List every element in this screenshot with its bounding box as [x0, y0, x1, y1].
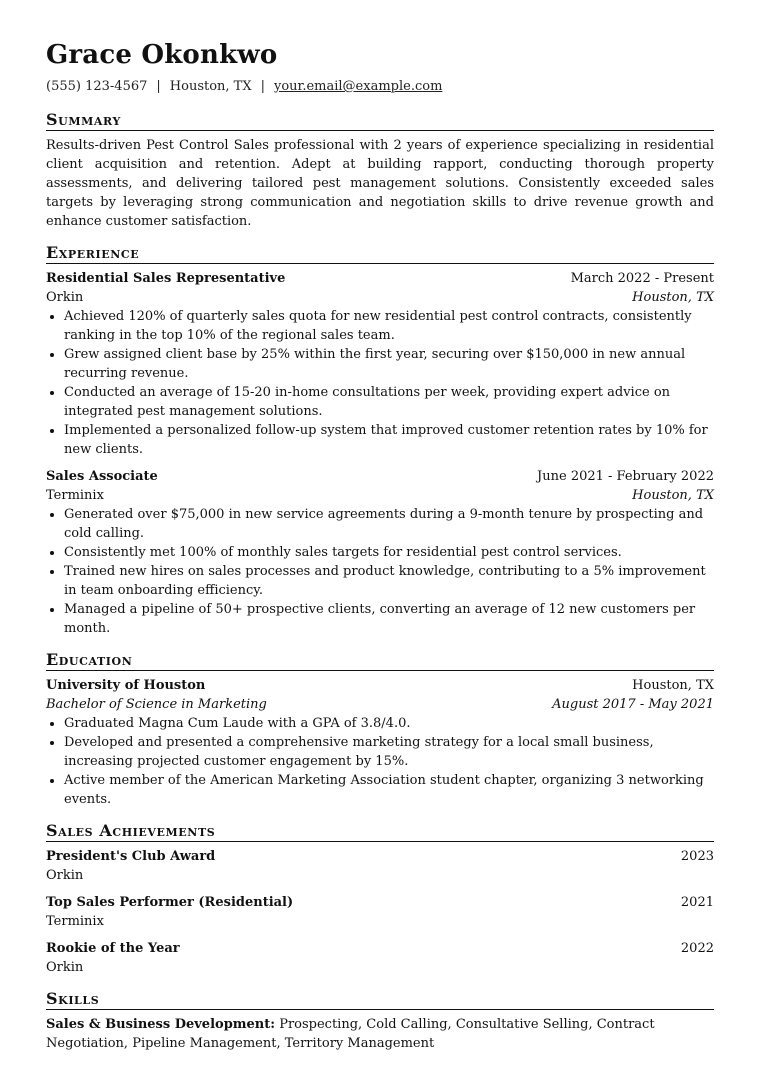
contact-separator: | — [156, 79, 161, 94]
achievement-title: President's Club Award — [46, 849, 216, 864]
bullet-item: • Generated over $75,000 in new service agreements during a 9-month tenure by prospecting and cold calling. — [64, 505, 714, 543]
bullet-item: • Consistently met 100% of monthly sales targets for residential pest control services. — [64, 543, 714, 562]
school-location: Houston, TX — [632, 678, 714, 693]
bullet-item: • Trained new hires on sales processes and product knowledge, contributing to a 5% improvement in team onboarding efficiency. — [64, 562, 714, 600]
job-bullets — [46, 505, 714, 638]
achievement-title: Rookie of the Year — [46, 941, 180, 956]
achievement-entry — [46, 893, 714, 931]
job-company: Orkin — [46, 290, 84, 305]
achievements-section — [46, 821, 714, 977]
achievement-org: Terminix — [46, 914, 104, 929]
job-location: Houston, TX — [632, 290, 714, 305]
resume-content — [46, 40, 714, 1053]
job-dates: June 2021 - February 2022 — [537, 469, 714, 484]
education-bullets — [46, 714, 714, 809]
skills-line — [46, 1015, 714, 1053]
contact-phone: (555) 123-4567 — [46, 79, 148, 94]
degree: Bachelor of Science in Marketing — [46, 697, 267, 712]
contact-location: Houston, TX — [169, 79, 252, 94]
achievement-title: Top Sales Performer (Residential) — [46, 895, 294, 910]
education-section — [46, 650, 714, 809]
skills-section — [46, 989, 714, 1053]
contact-email-link[interactable]: your.email@example.com — [274, 79, 443, 94]
achievement-year: 2022 — [680, 941, 714, 956]
skills-category-label: Sales & Business Development: — [46, 1017, 276, 1032]
summary-text: Results-driven Pest Control Sales professional with 2 years of experience specializing in residential client acquisition and retention. Adept at building rapport, conducting thorough property assessments, and delivering tailored pest management solutions. Consistently exceeded sales targets by leveraging strong communication and negotiation skills to drive revenue growth and enhance customer satisfaction. — [46, 138, 714, 229]
section-heading-summary: Summary — [46, 110, 121, 129]
experience-entry — [46, 269, 714, 459]
bullet-item: • Achieved 120% of quarterly sales quota for new residential pest control contracts, consistently ranking in the top 10% of the regional sales team. — [64, 307, 714, 345]
achievement-org: Orkin — [46, 960, 84, 975]
skills-list: Prospecting, Cold Calling, Consultative Selling, Contract Negotiation, Pipeline Management, Territory Management — [46, 1017, 655, 1051]
job-dates: March 2022 - Present — [570, 271, 714, 286]
bullet-item: • Conducted an average of 15-20 in-home consultations per week, providing expert advice on integrated pest management solutions. — [64, 383, 714, 421]
education-dates: August 2017 - May 2021 — [552, 697, 714, 712]
bullet-item: • Implemented a personalized follow-up system that improved customer retention rates by 10% for new clients. — [64, 421, 714, 459]
job-company: Terminix — [46, 488, 104, 503]
contact-separator: | — [260, 79, 265, 94]
section-heading-experience: Experience — [46, 243, 140, 262]
section-heading-skills: Skills — [46, 989, 100, 1008]
summary-section — [46, 110, 714, 231]
job-title: Residential Sales Representative — [46, 271, 286, 286]
experience-section — [46, 243, 714, 638]
section-heading-achievements: Sales Achievements — [46, 821, 216, 840]
job-location: Houston, TX — [632, 488, 714, 503]
bullet-item: • Managed a pipeline of 50+ prospective clients, converting an average of 12 new customers per month. — [64, 600, 714, 638]
school-name: University of Houston — [46, 678, 206, 693]
bullet-item: • Active member of the American Marketing Association student chapter, organizing 3 networking events. — [64, 771, 714, 809]
section-heading-education: Education — [46, 650, 133, 669]
contact-line — [46, 78, 714, 96]
bullet-item: • Developed and presented a comprehensive marketing strategy for a local small business, increasing projected customer engagement by 15%. — [64, 733, 714, 771]
achievement-year: 2021 — [680, 895, 714, 910]
achievement-org: Orkin — [46, 868, 84, 883]
achievement-entry — [46, 847, 714, 885]
bullet-item: • Grew assigned client base by 25% within the first year, securing over $150,000 in new annual recurring revenue. — [64, 345, 714, 383]
candidate-name: Grace Okonkwo — [46, 40, 278, 70]
experience-entry — [46, 467, 714, 638]
bullet-item: • Graduated Magna Cum Laude with a GPA of 3.8/4.0. — [64, 714, 714, 733]
job-bullets — [46, 307, 714, 459]
achievement-entry — [46, 939, 714, 977]
job-title: Sales Associate — [46, 469, 158, 484]
achievement-year: 2023 — [680, 849, 714, 864]
